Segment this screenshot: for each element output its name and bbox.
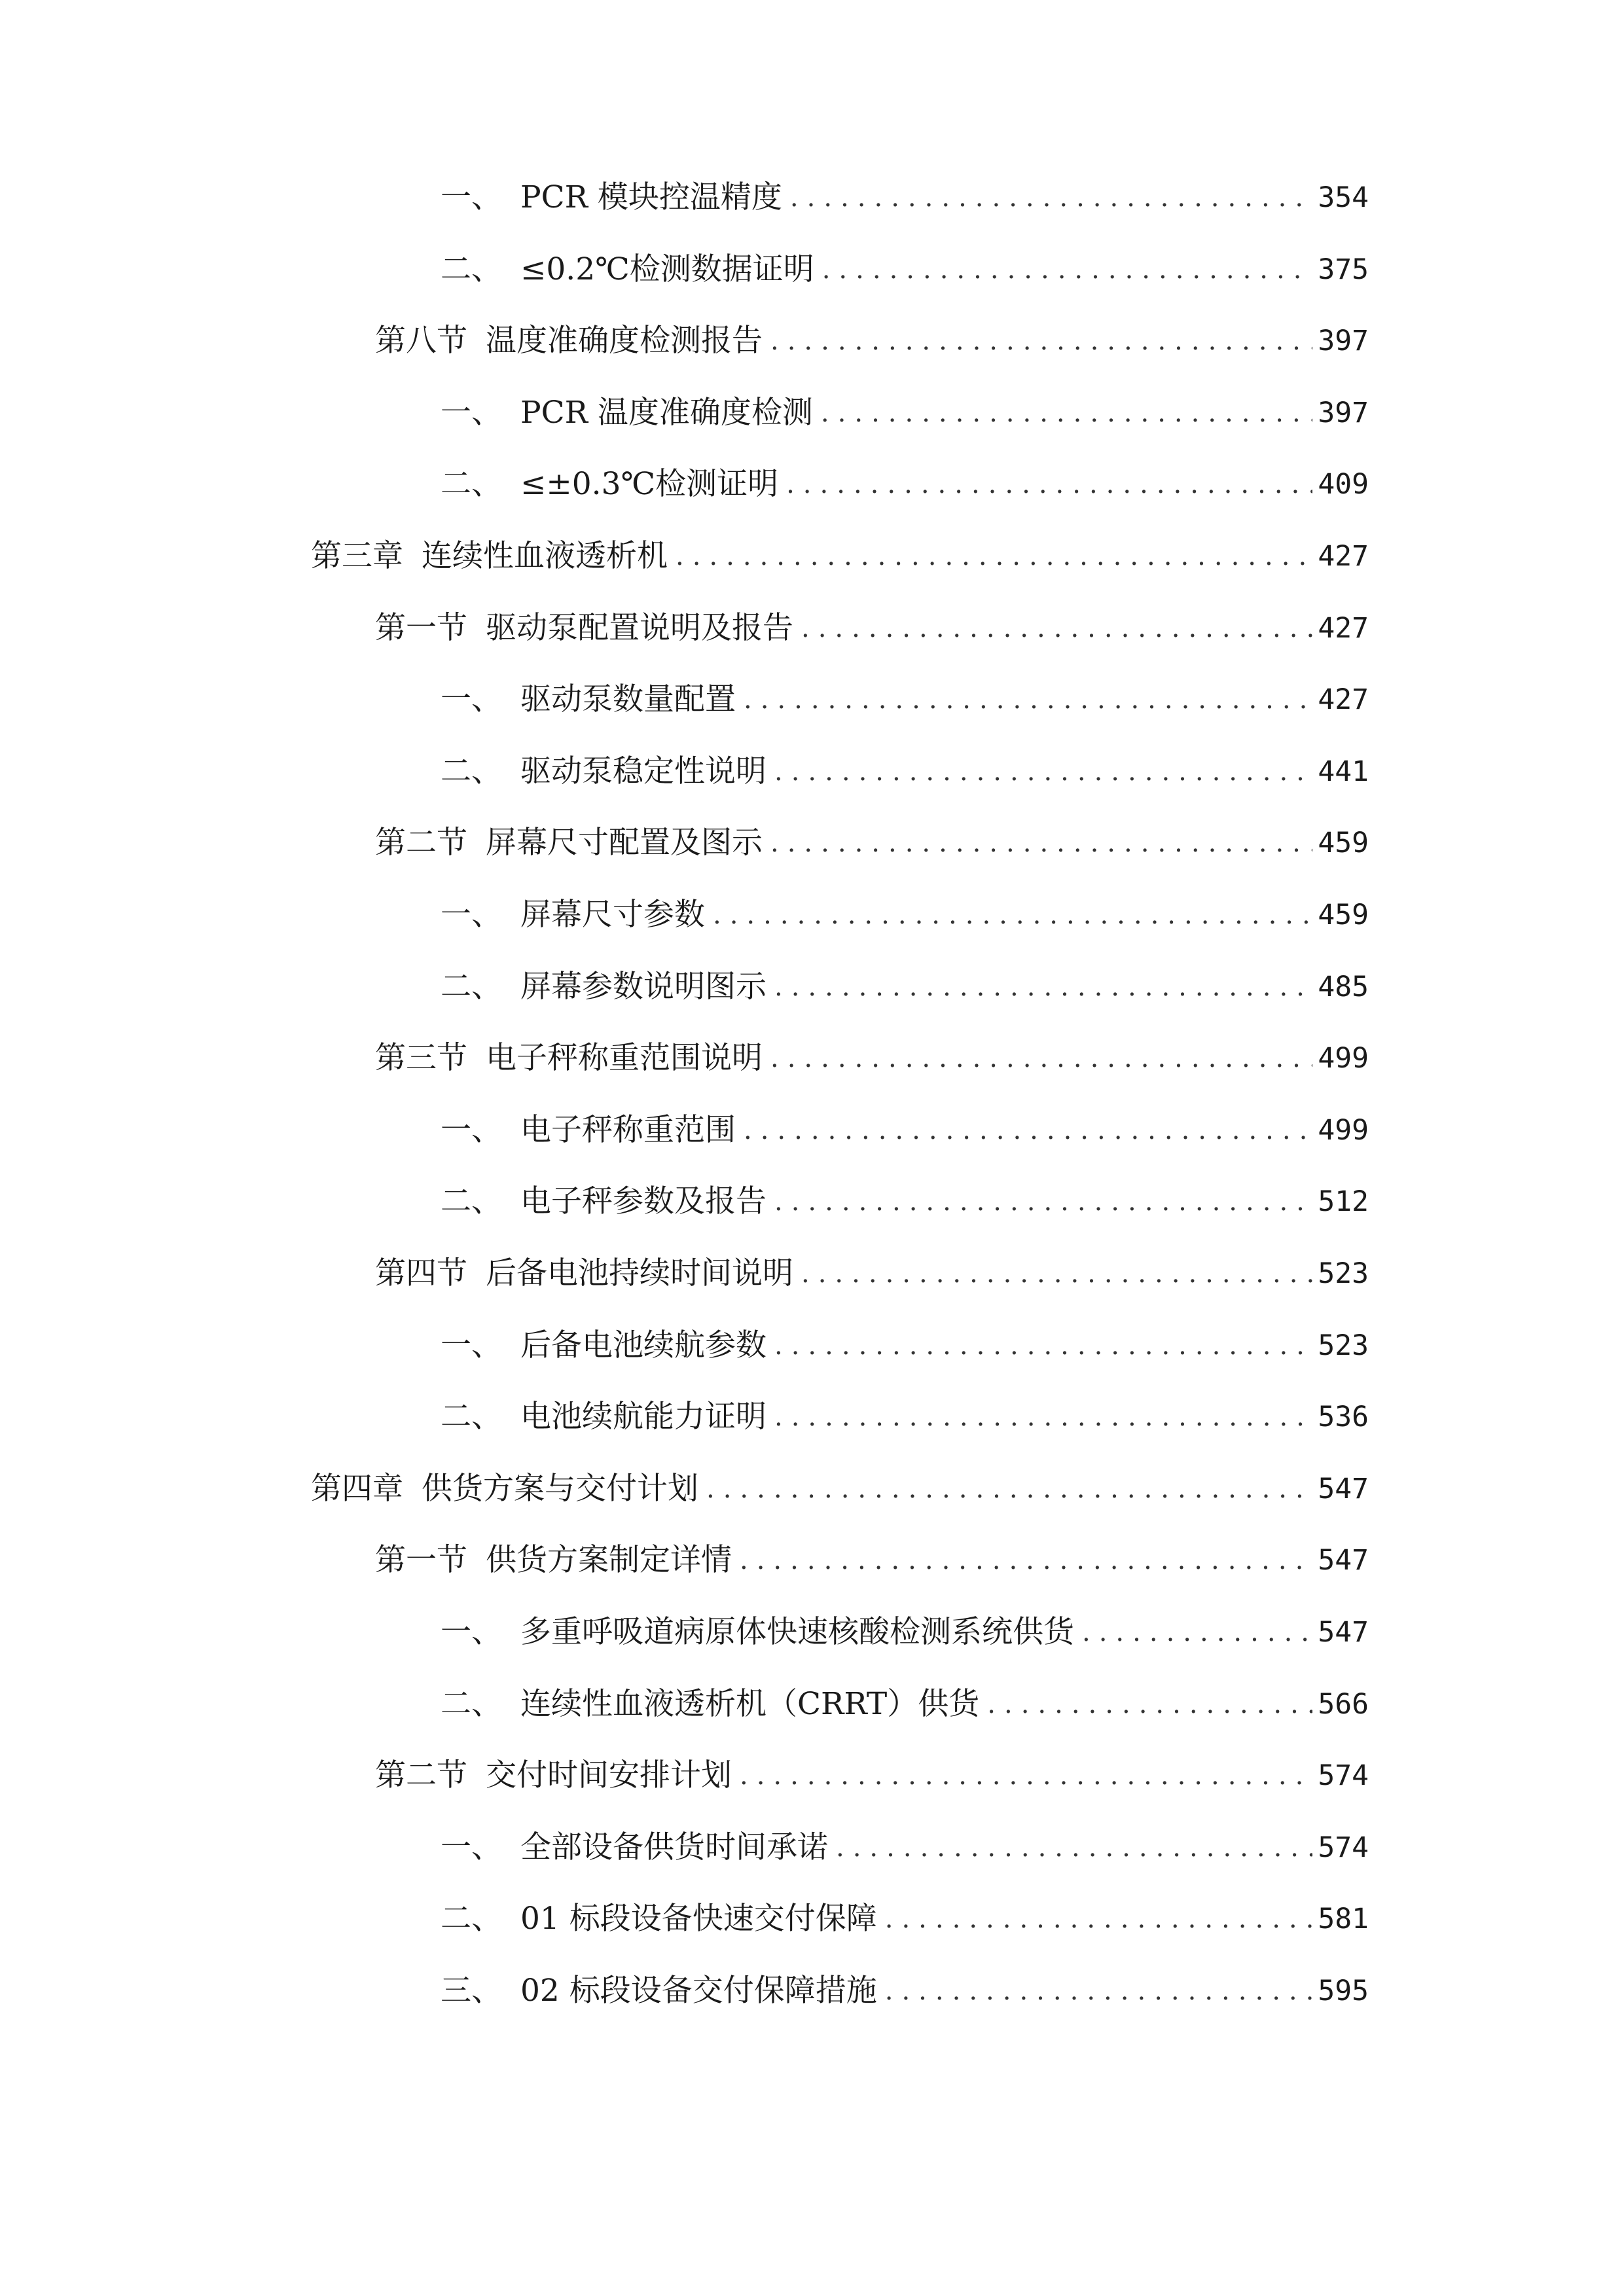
- toc-entry-title: ≤±0.3℃检测证明: [520, 466, 779, 502]
- toc-entry-page-number: 441: [1318, 755, 1369, 788]
- toc-entry[interactable]: [441, 458, 1369, 511]
- toc-entry-title: 驱动泵稳定性说明: [520, 753, 767, 789]
- toc-dot-leader: [885, 1893, 1313, 1945]
- toc-entry-title: 连续性血液透析机（CRRT）供货: [520, 1686, 980, 1722]
- toc-entry[interactable]: [441, 961, 1369, 1013]
- toc-dot-leader: [987, 1678, 1312, 1731]
- toc-entry-page-number: 459: [1318, 899, 1369, 931]
- toc-entry-number: 一、: [441, 1614, 502, 1650]
- toc-entry-title: PCR 温度准确度检测: [520, 395, 813, 431]
- toc-entry-number: 一、: [441, 1112, 502, 1148]
- toc-entry-title: 驱动泵数量配置: [520, 681, 736, 717]
- toc-entry[interactable]: [375, 817, 1369, 869]
- toc-entry-page-number: 536: [1318, 1401, 1369, 1433]
- toc-entry[interactable]: [441, 1893, 1369, 1945]
- toc-entry-page-number: 499: [1318, 1114, 1369, 1147]
- toc-entry-number: 二、: [441, 251, 502, 287]
- toc-entry-page-number: 485: [1318, 971, 1369, 1003]
- toc-entry-title: 屏幕尺寸配置及图示: [486, 825, 763, 861]
- toc-entry-page-number: 547: [1318, 1616, 1369, 1649]
- toc-entry-page-number: 547: [1318, 1544, 1369, 1577]
- toc-dot-leader: [770, 1032, 1312, 1085]
- toc-entry-number: 第四节: [375, 1255, 467, 1291]
- toc-entry-title: 02 标段设备交付保障措施: [520, 1973, 877, 2009]
- toc-entry-page-number: 547: [1318, 1473, 1369, 1505]
- toc-dot-leader: [744, 1104, 1312, 1157]
- toc-dot-leader: [774, 1391, 1312, 1443]
- toc-entry-page-number: 397: [1318, 325, 1369, 357]
- toc-entry[interactable]: [441, 1391, 1369, 1443]
- toc-entry-page-number: 354: [1318, 181, 1369, 214]
- toc-dot-leader: [770, 315, 1312, 367]
- toc-dot-leader: [790, 171, 1312, 224]
- toc-dot-leader: [885, 1965, 1313, 2017]
- toc-dot-leader: [713, 889, 1312, 941]
- toc-entry-page-number: 523: [1318, 1329, 1369, 1362]
- toc-entry-title: 全部设备供货时间承诺: [520, 1829, 828, 1865]
- toc-entry[interactable]: [375, 1247, 1369, 1300]
- toc-entry[interactable]: [441, 1965, 1369, 2017]
- toc-entry-number: 一、: [441, 179, 502, 215]
- toc-entry-title: PCR 模块控温精度: [520, 179, 782, 215]
- toc-dot-leader: [774, 1319, 1312, 1372]
- toc-dot-leader: [801, 602, 1312, 655]
- toc-entry-title: ≤0.2℃检测数据证明: [520, 251, 814, 287]
- toc-entry-title: 驱动泵配置说明及报告: [486, 610, 793, 646]
- toc-entry-title: 后备电池持续时间说明: [486, 1255, 793, 1291]
- toc-entry-page-number: 427: [1318, 612, 1369, 645]
- toc-entry-title: 屏幕参数说明图示: [520, 969, 767, 1005]
- toc-entry[interactable]: [375, 1749, 1369, 1802]
- toc-entry-number: 二、: [441, 1901, 502, 1937]
- toc-dot-leader: [744, 673, 1312, 726]
- toc-dot-leader: [676, 530, 1312, 583]
- toc-entry-number: 第二节: [375, 825, 467, 861]
- toc-entry-number: 二、: [441, 1686, 502, 1722]
- toc-entry[interactable]: [375, 602, 1369, 655]
- toc-entry-title: 供货方案制定详情: [486, 1542, 732, 1578]
- toc-dot-leader: [774, 745, 1312, 798]
- toc-entry-number: 第八节: [375, 323, 467, 359]
- toc-entry[interactable]: [441, 1606, 1369, 1659]
- toc-entry-number: 二、: [441, 1399, 502, 1435]
- toc-entry-title: 01 标段设备快速交付保障: [520, 1901, 877, 1937]
- toc-entry-number: 二、: [441, 466, 502, 502]
- toc-entry-number: 第三节: [375, 1040, 467, 1076]
- toc-entry-page-number: 574: [1318, 1831, 1369, 1864]
- toc-entry-page-number: 499: [1318, 1042, 1369, 1075]
- toc-entry[interactable]: [441, 745, 1369, 798]
- toc-entry-title: 连续性血液透析机: [422, 538, 668, 574]
- toc-entry-number: 一、: [441, 1327, 502, 1363]
- toc-entry-page-number: 409: [1318, 468, 1369, 501]
- toc-entry[interactable]: [441, 387, 1369, 439]
- toc-entry-page-number: 595: [1318, 1975, 1369, 2007]
- toc-entry-page-number: 523: [1318, 1257, 1369, 1290]
- toc-entry[interactable]: [441, 1175, 1369, 1228]
- toc-entry-number: 二、: [441, 969, 502, 1005]
- toc-entry-title: 电子秤参数及报告: [520, 1183, 767, 1219]
- toc-entry-number: 一、: [441, 1829, 502, 1865]
- toc-entry-number: 第三章: [311, 538, 403, 574]
- toc-entry-title: 温度准确度检测报告: [486, 323, 763, 359]
- toc-dot-leader: [821, 387, 1312, 439]
- toc-entry[interactable]: [441, 1104, 1369, 1157]
- toc-entry-number: 二、: [441, 1183, 502, 1219]
- toc-entry-page-number: 427: [1318, 540, 1369, 573]
- toc-entry-page-number: 566: [1318, 1688, 1369, 1721]
- toc-entry-number: 第四章: [311, 1471, 403, 1507]
- toc-entry-number: 第一节: [375, 610, 467, 646]
- toc-entry[interactable]: [375, 1534, 1369, 1587]
- toc-dot-leader: [786, 458, 1312, 511]
- toc-entry-number: 第二节: [375, 1757, 467, 1793]
- toc-entry-title: 后备电池续航参数: [520, 1327, 767, 1363]
- toc-entry[interactable]: [441, 243, 1369, 296]
- toc-entry[interactable]: [311, 530, 1369, 583]
- toc-entry-number: 三、: [441, 1973, 502, 2009]
- toc-entry[interactable]: [375, 1032, 1369, 1085]
- toc-dot-leader: [774, 961, 1312, 1013]
- toc-entry[interactable]: [441, 171, 1369, 224]
- toc-entry-page-number: 574: [1318, 1759, 1369, 1792]
- toc-entry-title: 供货方案与交付计划: [422, 1471, 698, 1507]
- toc-entry-page-number: 397: [1318, 397, 1369, 429]
- toc-dot-leader: [770, 817, 1312, 869]
- toc-entry-number: 第一节: [375, 1542, 467, 1578]
- toc-entry-page-number: 581: [1318, 1903, 1369, 1935]
- toc-entry[interactable]: [441, 889, 1369, 941]
- toc-entry[interactable]: [441, 673, 1369, 726]
- toc-entry-title: 屏幕尺寸参数: [520, 897, 705, 933]
- toc-entry[interactable]: [441, 1678, 1369, 1731]
- toc-entry-number: 一、: [441, 681, 502, 717]
- toc-entry-title: 交付时间安排计划: [486, 1757, 732, 1793]
- toc-dot-leader: [1082, 1606, 1312, 1659]
- toc-entry-page-number: 512: [1318, 1185, 1369, 1218]
- toc-entry[interactable]: [311, 1463, 1369, 1515]
- toc-entry-page-number: 427: [1318, 683, 1369, 716]
- toc-entry-title: 电池续航能力证明: [520, 1399, 767, 1435]
- toc-dot-leader: [740, 1534, 1312, 1587]
- toc-entry[interactable]: [441, 1821, 1369, 1874]
- toc-entry-title: 多重呼吸道病原体快速核酸检测系统供货: [520, 1614, 1074, 1650]
- toc-dot-leader: [836, 1821, 1312, 1874]
- toc-dot-leader: [706, 1463, 1312, 1515]
- toc-entry-number: 二、: [441, 753, 502, 789]
- toc-entry-number: 一、: [441, 897, 502, 933]
- toc-dot-leader: [774, 1175, 1312, 1228]
- toc-entry[interactable]: [441, 1319, 1369, 1372]
- toc-entry-page-number: 375: [1318, 253, 1369, 286]
- toc-entry[interactable]: [375, 315, 1369, 367]
- toc-entry-title: 电子秤称重范围说明: [486, 1040, 763, 1076]
- toc-entry-title: 电子秤称重范围: [520, 1112, 736, 1148]
- toc-dot-leader: [822, 243, 1313, 296]
- toc-entry-number: 一、: [441, 395, 502, 431]
- toc-entry-page-number: 459: [1318, 827, 1369, 859]
- toc-dot-leader: [740, 1749, 1312, 1802]
- toc-dot-leader: [801, 1247, 1312, 1300]
